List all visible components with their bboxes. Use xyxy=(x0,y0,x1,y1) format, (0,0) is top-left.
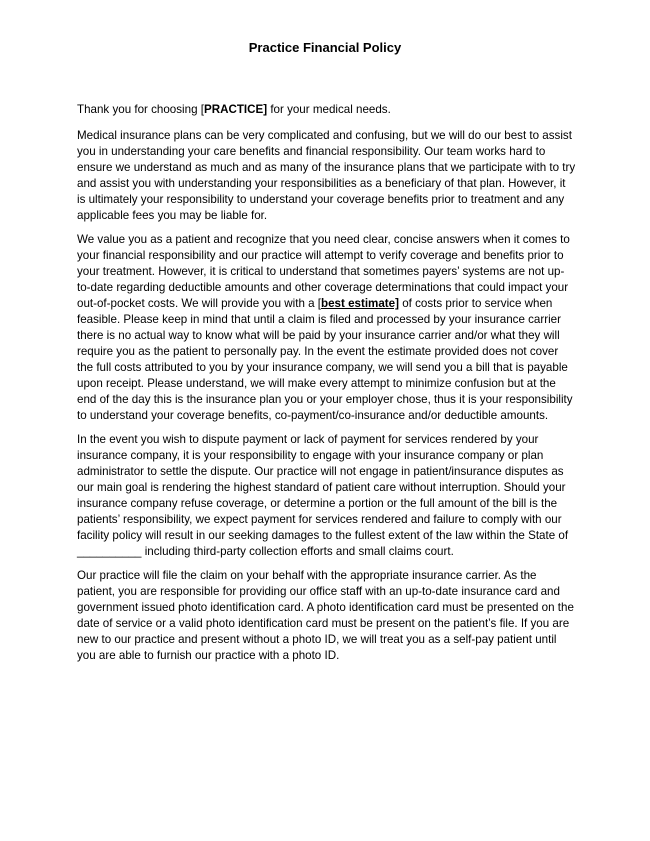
paragraph-insurance-plans: Medical insurance plans can be very complicated and confusing, but we will do our best to assist you in understanding your care benefits and financial responsibility. Our team works hard to ensure we understand as much and as many of the insurance plans that we participate with to try and assist you with understanding your responsibilities as a beneficiary of that plan. However, it is ultimately your responsibility to understand your coverage benefits prior to treatment and any applicable fees you may be liable for. xyxy=(77,129,576,222)
paragraph-estimates xyxy=(77,232,577,424)
document-title: Practice Financial Policy xyxy=(248,40,402,55)
paragraph-estimates-a: We value you as a patient and recognize that you need clear, concise answers when it comes to your financial responsibility and our practice will attempt to verify coverage and benefits prior to your treatment. However, it is critical to understand that sometimes payers’ systems are not up-to-date regarding deductible amounts and other coverage determinations that could impact your out-of-pocket costs. We will provide you with a [ xyxy=(77,233,570,310)
document-body xyxy=(77,102,577,672)
paragraph-disputes: In the event you wish to dispute payment or lack of payment for services rendered by your insurance company, it is your responsibility to engage with your insurance company or plan administrator to settle the dispute. Our practice will not engage in patient/insurance disputes as our main goal is rendering the highest standard of patient care without interruption. Should your insurance company refuse coverage, or determine a portion or the full amount of the bill is the patients’ responsibility, we expect payment for services rendered and failure to comply with our facility policy will result in our seeking damages to the fullest extent of the law within the State of __________ including third-party collection efforts and small claims court. xyxy=(77,433,569,558)
intro-text-c: for your medical needs. xyxy=(267,103,391,116)
paragraph-estimates-c: of costs prior to service when feasible. Please keep in mind that until a claim is filed and processed by your insurance carrier there is no actual way to know what will be paid by your insurance carrier and/or what they will require you as the patient to personally pay. In the event the estimate provided does not cover the full costs attributed to you by your insurance company, we will send you a bill that is payable upon receipt. Please understand, we will make every attempt to minimize confusion but at the end of the day this is the insurance plan you or your employer chose, thus it is your responsibility to understand your coverage benefits, co-payment/co-insurance and/or deductible amounts. xyxy=(77,297,573,422)
paragraph-claims: Our practice will file the claim on your behalf with the appropriate insurance carrier. As the patient, you are responsible for providing our office staff with an up-to-date insurance card and government issued photo identification card. A photo identification card must be presented on the date of service or a valid photo identification card must be present on the patient’s file. If you are new to our practice and present without a photo ID, we will treat you as a self-pay patient until you are able to furnish our practice with a photo ID. xyxy=(77,569,574,662)
best-estimate-emphasis: best estimate] xyxy=(321,297,399,310)
intro-paragraph xyxy=(77,102,577,118)
intro-text-a: Thank you for choosing [ xyxy=(77,103,204,116)
practice-placeholder: PRACTICE] xyxy=(203,103,268,116)
